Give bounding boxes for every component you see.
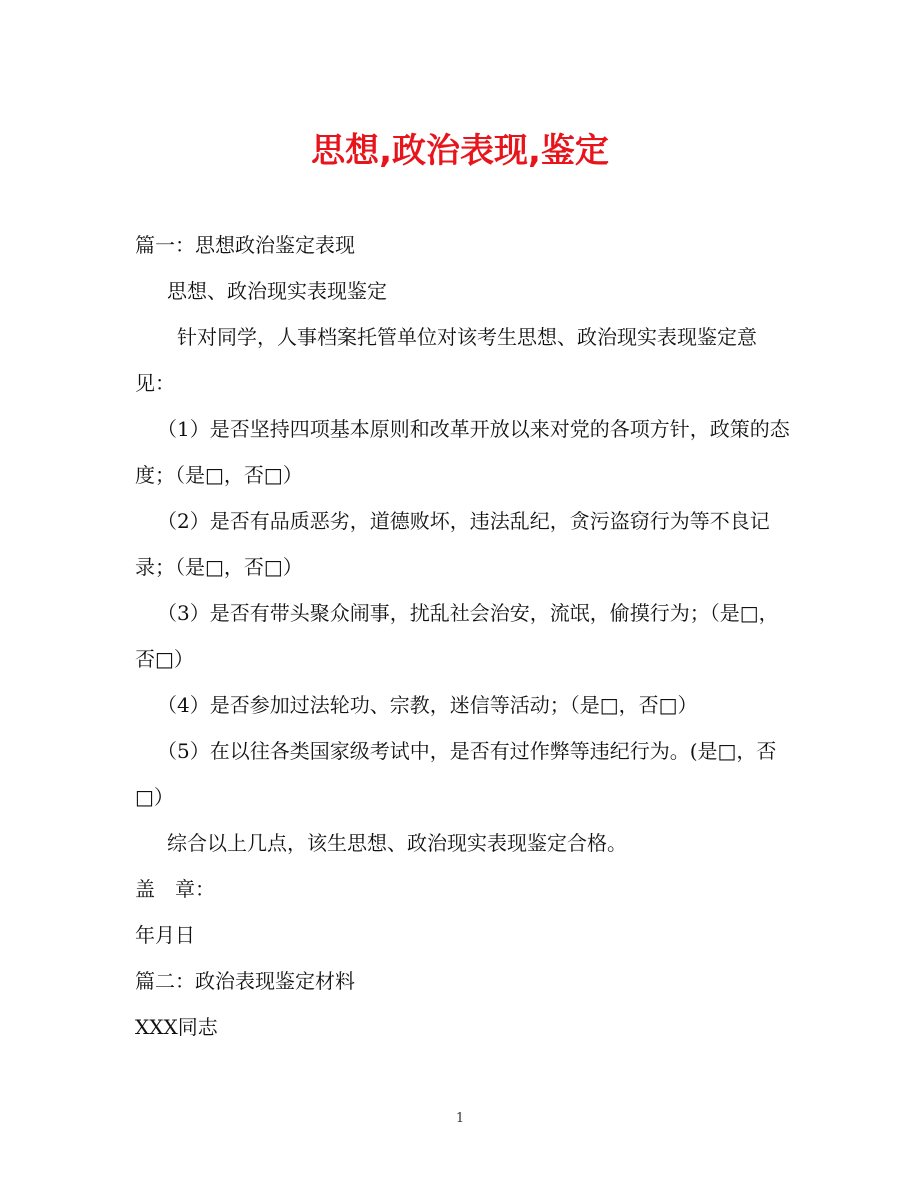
item-3: （3）是否有带头聚众闹事，扰乱社会治安，流氓，偷摸行为；（是□，否□）	[135, 601, 779, 671]
document-title: 思想,政治表现,鉴定	[311, 131, 609, 171]
document-body	[135, 222, 790, 1050]
section1-heading: 篇一：思想政治鉴定表现	[135, 233, 355, 257]
item-5: （5）在以往各类国家级考试中，是否有过作弊等违纪行为。(是□，否□）	[135, 739, 777, 809]
section2-heading: 篇二：政治表现鉴定材料	[135, 969, 355, 993]
item-2: （2）是否有品质恶劣，道德败坏，违法乱纪，贪污盗窃行为等不良记录；（是□，否□）	[135, 509, 770, 579]
page-number: 1	[455, 1111, 465, 1126]
seal-line: 盖 章：	[135, 877, 215, 901]
conclusion: 综合以上几点，该生思想、政治现实表现鉴定合格。	[167, 831, 627, 855]
item-1: （1）是否坚持四项基本原则和改革开放以来对党的各项方针，政策的态度；（是□，否□）	[135, 417, 790, 487]
item-4: （4）是否参加过法轮功、宗教，迷信等活动；（是□，否□）	[157, 693, 698, 717]
subtitle: 思想、政治现实表现鉴定	[167, 279, 387, 303]
intro-paragraph: 针对同学，人事档案托管单位对该考生思想、政治现实表现鉴定意见：	[135, 325, 757, 395]
addressee: XXX同志	[135, 1015, 218, 1039]
date-line: 年月日	[135, 923, 195, 947]
